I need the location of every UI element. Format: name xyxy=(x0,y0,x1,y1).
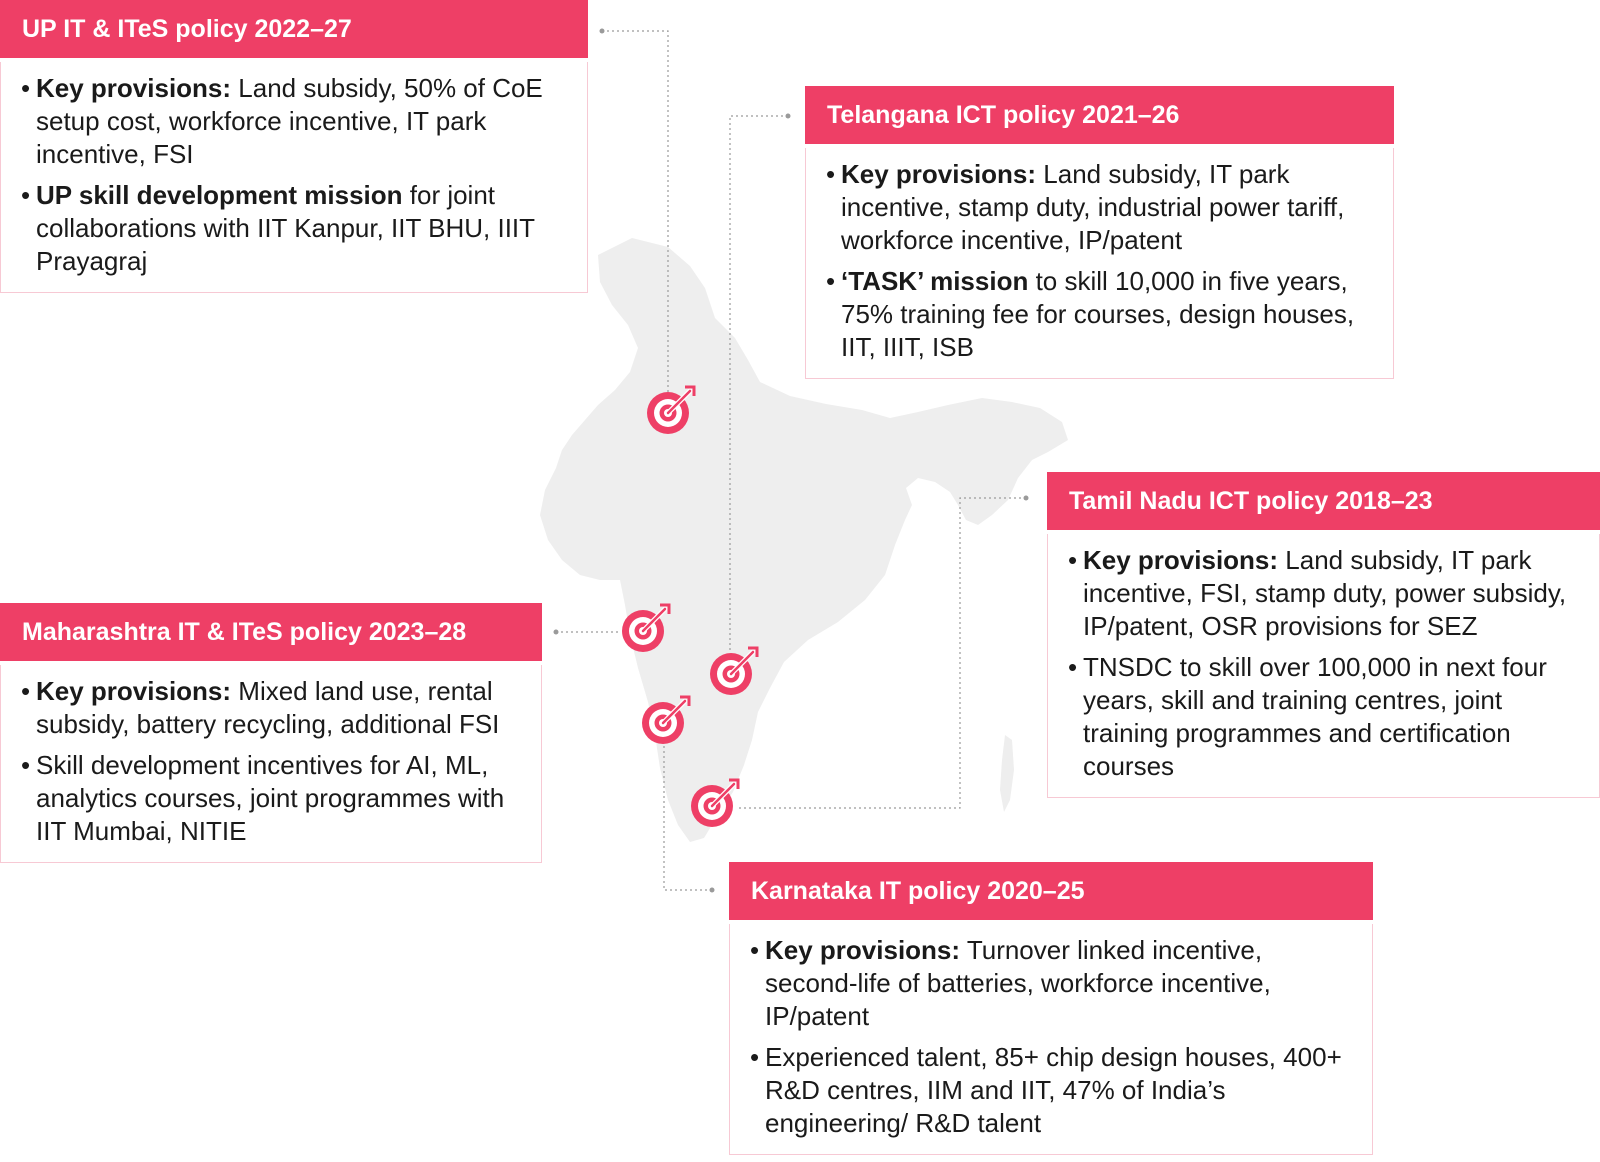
card-maharashtra-body xyxy=(0,665,542,863)
bullet-text: Skill development incentives for AI, ML, analytics courses, joint programmes with IIT Mumbai, NITIE xyxy=(36,750,505,846)
card-up xyxy=(0,0,588,293)
connector-dot xyxy=(710,888,715,893)
card-maharashtra xyxy=(0,603,542,863)
bullet-lead: Key provisions: xyxy=(1083,545,1279,575)
card-maharashtra-bullet-2 xyxy=(21,749,527,848)
bullet-lead: Key provisions: xyxy=(841,159,1037,189)
bullet-dot: • xyxy=(21,180,31,210)
card-up-body xyxy=(0,62,588,293)
bullet-dot: • xyxy=(21,750,31,780)
card-tamilnadu-bullet-1 xyxy=(1068,544,1585,643)
card-karnataka-body xyxy=(729,924,1373,1155)
card-maharashtra-bullet-1 xyxy=(21,675,527,741)
bullet-dot: • xyxy=(21,73,31,103)
bullet-text: Experienced talent, 85+ chip design houses, 400+ R&D centres, IIM and IIT, 47% of India’s engineering/ R&D talent xyxy=(765,1042,1342,1138)
bullet-lead: Key provisions: xyxy=(36,676,232,706)
card-tamilnadu xyxy=(1047,472,1600,798)
connector-dot xyxy=(600,29,605,34)
bullet-dot: • xyxy=(1068,545,1078,575)
andaman-islands xyxy=(1000,735,1014,812)
bullet-lead: UP skill development mission xyxy=(36,180,403,210)
bullet-text: for joint collaborations with IIT Kanpur, IIT BHU, IIIT Prayagraj xyxy=(36,180,535,276)
bullet-lead: Key provisions: xyxy=(765,935,961,965)
bullet-text: Land subsidy, IT park incentive, stamp duty, industrial power tariff, workforce incentive, IP/patent xyxy=(841,159,1345,255)
bullet-text: Mixed land use, rental subsidy, battery recycling, additional FSI xyxy=(36,676,500,739)
card-karnataka-bullet-2 xyxy=(750,1041,1358,1140)
card-telangana-body xyxy=(805,148,1394,379)
card-karnataka-title: Karnataka IT policy 2020–25 xyxy=(729,862,1373,920)
bullet-text: Turnover linked incentive, second-life of batteries, workforce incentive, IP/patent xyxy=(765,935,1271,1031)
bullet-dot: • xyxy=(1068,652,1078,682)
bullet-dot: • xyxy=(750,935,760,965)
bullet-text: Land subsidy, IT park incentive, FSI, stamp duty, power subsidy, IP/patent, OSR provisions for SEZ xyxy=(1083,545,1567,641)
bullet-dot: • xyxy=(826,266,836,296)
card-telangana-title: Telangana ICT policy 2021–26 xyxy=(805,86,1394,144)
card-maharashtra-title: Maharashtra IT & ITeS policy 2023–28 xyxy=(0,603,542,661)
connector-dot xyxy=(786,114,791,119)
bullet-lead: Key provisions: xyxy=(36,73,232,103)
bullet-text: to skill 10,000 in five years, 75% training fee for courses, design houses, IIT, IIIT, ISB xyxy=(841,266,1355,362)
card-up-title: UP IT & ITeS policy 2022–27 xyxy=(0,0,588,58)
card-up-bullet-1 xyxy=(21,72,573,171)
card-telangana xyxy=(805,86,1394,379)
bullet-dot: • xyxy=(750,1042,760,1072)
bullet-text: TNSDC to skill over 100,000 in next four years, skill and training centres, joint training programmes and certification courses xyxy=(1083,652,1547,781)
card-tamilnadu-bullet-2 xyxy=(1068,651,1585,783)
card-up-bullet-2 xyxy=(21,179,573,278)
bullet-dot: • xyxy=(21,676,31,706)
bullet-text: Land subsidy, 50% of CoE setup cost, workforce incentive, IT park incentive, FSI xyxy=(36,73,543,169)
connector-dot xyxy=(1024,496,1029,501)
bullet-lead: ‘TASK’ mission xyxy=(841,266,1029,296)
card-karnataka xyxy=(729,862,1373,1155)
card-tamilnadu-body xyxy=(1047,534,1600,798)
bullet-dot: • xyxy=(826,159,836,189)
card-karnataka-bullet-1 xyxy=(750,934,1358,1033)
connector-dot xyxy=(554,630,559,635)
card-tamilnadu-title: Tamil Nadu ICT policy 2018–23 xyxy=(1047,472,1600,530)
card-telangana-bullet-2 xyxy=(826,265,1379,364)
card-telangana-bullet-1 xyxy=(826,158,1379,257)
